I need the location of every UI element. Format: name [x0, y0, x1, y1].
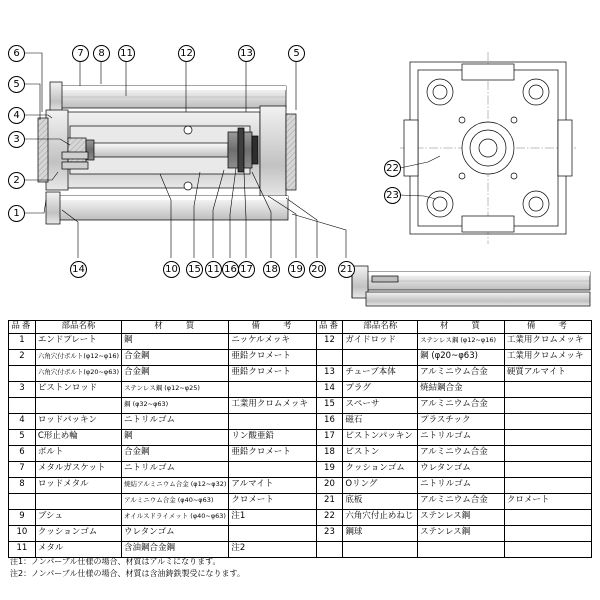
callout-15: 15 — [186, 261, 203, 278]
cell-no-right — [316, 541, 343, 557]
cell-material-right: アルミニウム合金 — [418, 397, 505, 413]
cell-material-right: ステンレス鋼 — [418, 509, 505, 525]
cell-remark-right: 硬質アルマイト — [504, 365, 591, 381]
cell-no-right: 14 — [316, 381, 343, 397]
callout-16: 16 — [222, 261, 239, 278]
cell-material-right: アルミニウム合金 — [418, 445, 505, 461]
cell-no-right: 20 — [316, 477, 343, 493]
cell-name-left: メタルガスケット — [35, 461, 121, 477]
table-row — [9, 493, 592, 509]
header-no-right: 品番 — [316, 321, 343, 334]
cell-remark-left: アルマイト — [229, 477, 316, 493]
cell-no-left: 6 — [9, 445, 36, 461]
cell-name-right: 底板 — [343, 493, 418, 509]
callout-13: 13 — [238, 45, 255, 62]
callout-19: 19 — [288, 261, 305, 278]
table-row — [9, 509, 592, 525]
cell-remark-right — [504, 541, 591, 557]
cell-remark-right — [504, 445, 591, 461]
cell-remark-right — [504, 429, 591, 445]
callout-14: 14 — [70, 261, 87, 278]
cell-remark-left: ニッケルメッキ — [229, 333, 316, 349]
cell-material-right: ウレタンゴム — [418, 461, 505, 477]
callout-8: 8 — [93, 45, 110, 62]
table-header-row — [9, 321, 592, 334]
cell-name-right: クッションゴム — [343, 461, 418, 477]
callout-12: 12 — [178, 45, 195, 62]
cell-remark-right — [504, 381, 591, 397]
cell-remark-left: 亜鉛クロメート — [229, 365, 316, 381]
callout-17: 17 — [238, 261, 255, 278]
cell-name-right: ピストン — [343, 445, 418, 461]
cell-name-right: ピストンパッキン — [343, 429, 418, 445]
header-mat-right: 材 質 — [418, 321, 505, 334]
cell-remark-right — [504, 413, 591, 429]
cell-name-right: 鋼球 — [343, 525, 418, 541]
cell-remark-left — [229, 381, 316, 397]
callout-10: 10 — [163, 261, 180, 278]
side-view — [352, 266, 590, 306]
table-body — [9, 333, 592, 557]
table-notes — [10, 556, 245, 579]
cell-remark-right — [504, 525, 591, 541]
cell-material-right: ニトリルゴム — [418, 477, 505, 493]
cell-no-right: 13 — [316, 365, 343, 381]
cell-no-right: 16 — [316, 413, 343, 429]
cell-material-left: オイルスドライメット (φ40~φ63) — [122, 509, 229, 525]
table-row — [9, 333, 592, 349]
cell-material-left: ステンレス鋼 (φ12~φ25) — [122, 381, 229, 397]
cell-name-left: メタル — [35, 541, 121, 557]
callout-6: 6 — [8, 45, 25, 62]
cell-no-left — [9, 397, 36, 413]
cell-material-left: 合金鋼 — [122, 349, 229, 365]
cell-name-left: エンドプレート — [35, 333, 121, 349]
cell-remark-left: 注2 — [229, 541, 316, 557]
cell-no-left — [9, 365, 36, 381]
cell-material-right: アルミニウム合金 — [418, 493, 505, 509]
cell-remark-left: 工業用クロムメッキ — [229, 397, 316, 413]
table-row — [9, 525, 592, 541]
cell-material-right: アルミニウム合金 — [418, 365, 505, 381]
header-name-right: 部品名称 — [343, 321, 418, 334]
cell-remark-left: 亜鉛クロメート — [229, 445, 316, 461]
cell-name-left: 六角穴付ボルト(φ20~φ63) — [35, 365, 121, 381]
cell-name-left — [35, 493, 121, 509]
table-row — [9, 461, 592, 477]
cell-material-left: 合金鋼 — [122, 365, 229, 381]
cell-no-left: 1 — [9, 333, 36, 349]
header-name-left: 部品名称 — [35, 321, 121, 334]
cell-remark-right — [504, 397, 591, 413]
cell-name-right: プラグ — [343, 381, 418, 397]
callout-5: 5 — [8, 76, 25, 93]
cell-material-right: プラスチック — [418, 413, 505, 429]
cell-remark-left: 注1 — [229, 509, 316, 525]
cell-remark-right: クロメート — [504, 493, 591, 509]
cell-name-left: クッションゴム — [35, 525, 121, 541]
cell-material-left: 含油鋼合金鋼 — [122, 541, 229, 557]
cell-no-right: 12 — [316, 333, 343, 349]
table-row — [9, 381, 592, 397]
cell-no-left: 10 — [9, 525, 36, 541]
cell-name-right: チューブ本体 — [343, 365, 418, 381]
table-row — [9, 541, 592, 557]
cell-material-left: ニトリルゴム — [122, 461, 229, 477]
cell-material-left: ニトリルゴム — [122, 413, 229, 429]
cell-remark-right — [504, 509, 591, 525]
cell-no-right: 23 — [316, 525, 343, 541]
cell-material-right — [418, 541, 505, 557]
cell-name-left: ロッドメタル — [35, 477, 121, 493]
cell-remark-left — [229, 461, 316, 477]
cell-name-right — [343, 349, 418, 365]
callout-23: 23 — [384, 187, 401, 204]
table-row — [9, 477, 592, 493]
cell-name-right: Oリング — [343, 477, 418, 493]
callout-7: 7 — [72, 45, 89, 62]
table-row — [9, 429, 592, 445]
cell-material-left: 鋼 — [122, 429, 229, 445]
header-no-left: 品番 — [9, 321, 36, 334]
cell-material-left: 合金鋼 — [122, 445, 229, 461]
parts-table — [8, 320, 592, 558]
table-row — [9, 445, 592, 461]
header-mat-left: 材 質 — [122, 321, 229, 334]
callout-20: 20 — [309, 261, 326, 278]
cell-no-right: 15 — [316, 397, 343, 413]
table-row — [9, 365, 592, 381]
note-2: 注2：ノンパーブル仕様の場合、材質は含油鋳鉄製受になります。 — [10, 568, 245, 578]
cell-no-left: 7 — [9, 461, 36, 477]
cell-name-left: ボルト — [35, 445, 121, 461]
callout-2: 2 — [8, 172, 25, 189]
callout-11-bottom: 11 — [205, 261, 222, 278]
cell-remark-left — [229, 413, 316, 429]
cell-name-right — [343, 541, 418, 557]
cell-remark-right: 工業用クロムメッキ — [504, 349, 591, 365]
cell-remark-right — [504, 477, 591, 493]
cell-material-right: 鋼 (φ20~φ63) — [418, 349, 505, 365]
cell-no-left: 8 — [9, 477, 36, 493]
callout-1: 1 — [8, 205, 25, 222]
cell-name-left — [35, 397, 121, 413]
parts-table-wrap — [8, 320, 592, 558]
cell-material-right: ニトリルゴム — [418, 429, 505, 445]
cell-name-left: 六角穴付ボルト(φ12~φ16) — [35, 349, 121, 365]
cell-name-left: ブシュ — [35, 509, 121, 525]
cell-no-left: 2 — [9, 349, 36, 365]
cell-no-left — [9, 493, 36, 509]
cell-material-left: 鋼 — [122, 333, 229, 349]
callout-18: 18 — [263, 261, 280, 278]
callout-5-top: 5 — [288, 45, 305, 62]
cell-remark-right — [504, 461, 591, 477]
cell-no-right: 19 — [316, 461, 343, 477]
cell-no-right: 18 — [316, 445, 343, 461]
callout-22: 22 — [384, 160, 401, 177]
callout-21: 21 — [338, 261, 355, 278]
table-row — [9, 349, 592, 365]
cell-material-left: 焼結アルミニウム合金 (φ12~φ32) — [122, 477, 229, 493]
cell-no-right: 17 — [316, 429, 343, 445]
cell-no-right: 21 — [316, 493, 343, 509]
cell-name-left: ロッドパッキン — [35, 413, 121, 429]
cell-material-left: 鋼 (φ32~φ63) — [122, 397, 229, 413]
cell-material-left: アルミニウム合金 (φ40~φ63) — [122, 493, 229, 509]
header-rem-right: 備 考 — [504, 321, 591, 334]
cell-name-right: ガイドロッド — [343, 333, 418, 349]
cell-name-left: ピストンロッド — [35, 381, 121, 397]
cell-no-left: 9 — [9, 509, 36, 525]
cell-no-left: 11 — [9, 541, 36, 557]
cell-name-left: C形止め輪 — [35, 429, 121, 445]
callout-11-top: 11 — [118, 45, 135, 62]
cell-remark-left: リン酸亜鉛 — [229, 429, 316, 445]
cell-name-right: 磁石 — [343, 413, 418, 429]
callout-4: 4 — [8, 107, 25, 124]
cell-remark-left — [229, 525, 316, 541]
cell-no-left: 4 — [9, 413, 36, 429]
cell-name-right: 六角穴付止めねじ — [343, 509, 418, 525]
table-row — [9, 413, 592, 429]
cell-remark-left: 亜鉛クロメート — [229, 349, 316, 365]
cell-no-left: 5 — [9, 429, 36, 445]
cell-no-left: 3 — [9, 381, 36, 397]
cell-no-right: 22 — [316, 509, 343, 525]
end-view — [400, 52, 576, 244]
cell-material-right: ステンレス鋼 — [418, 525, 505, 541]
cell-remark-right: 工業用クロムメッキ — [504, 333, 591, 349]
cell-material-right: 焼結鋼合金 — [418, 381, 505, 397]
cell-remark-left: クロメート — [229, 493, 316, 509]
cell-material-right: ステンレス鋼 (φ12~φ16) — [418, 333, 505, 349]
callout-3: 3 — [8, 131, 25, 148]
cell-material-left: ウレタンゴム — [122, 525, 229, 541]
cell-name-right: スペーサ — [343, 397, 418, 413]
main-section-view — [38, 82, 296, 224]
header-rem-left: 備 考 — [229, 321, 316, 334]
table-row — [9, 397, 592, 413]
note-1: 注1：ノンパーブル仕様の場合、材質はアルミになります。 — [10, 557, 221, 566]
cell-no-right — [316, 349, 343, 365]
